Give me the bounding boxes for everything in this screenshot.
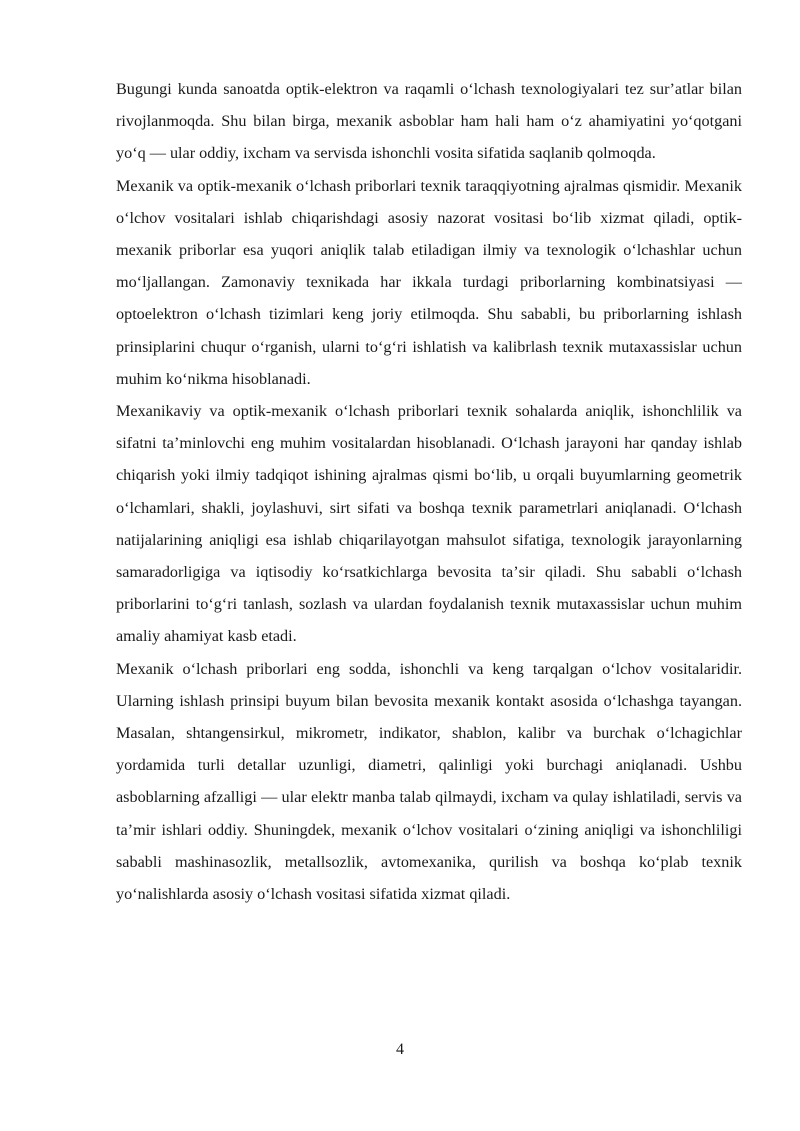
paragraph-3: Mexanikaviy va optik-mexanik oʻlchash priborlari texnik sohalarda aniqlik, ishonchlilik va sifatni taʼminlovchi eng muhim vositalardan hisoblanadi. Oʻlchash jarayoni har qanday ishlab chiqarish yoki ilmiy tadqiqot ishining ajralmas qismi boʻlib, u orqali buyumlarning geometrik oʻlchamlari, shakli, joylashuvi, sirt sifati va boshqa texnik parametrlari aniqlanadi. Oʻlchash natijalarining aniqligi esa ishlab chiqarilayotgan mahsulot sifatiga, texnologik jarayonlarning samaradorligiga va iqtisodiy koʻrsatkichlarga bevosita taʼsir qiladi. Shu sababli oʻlchash priborlarini toʻgʻri tanlash, sozlash va ulardan foydalanish texnik mutaxassislar uchun muhim amaliy ahamiyat kasb etadi.: [116, 402, 742, 646]
body-text: [116, 73, 742, 910]
paragraph-4: Mexanik oʻlchash priborlari eng sodda, ishonchli va keng tarqalgan oʻlchov vositalaridir. Ularning ishlash prinsipi buyum bilan bevosita mexanik kontakt asosida oʻlchashga tayangan. Masalan, shtangensirkul, mikrometr, indikator, shablon, kalibr va burchak oʻlchagichlar yordamida turli detallar uzunligi, diametri, qalinligi yoki burchagi aniqlanadi. Ushbu asboblarning afzalligi — ular elektr manba talab qilmaydi, ixcham va qulay ishlatiladi, servis va taʼmir ishlari oddiy. Shuningdek, mexanik oʻlchov vositalari oʻzining aniqligi va ishonchliligi sababli mashinasozlik, metallsozlik, avtomexanika, qurilish va boshqa koʻplab texnik yoʻnalishlarda asosiy oʻlchash vositasi sifatida xizmat qiladi.: [116, 659, 742, 904]
paragraph-2: Mexanik va optik-mexanik oʻlchash priborlari texnik taraqqiyotning ajralmas qismidir. Mexanik oʻlchov vositalari ishlab chiqarishdagi asosiy nazorat vositasi boʻlib xizmat qiladi, optik-mexanik priborlar esa yuqori aniqlik talab etiladigan ilmiy va texnologik oʻlchashlar uchun moʻljallangan. Zamonaviy texnikada har ikkala turdagi priborlarning kombinatsiyasi — optoelektron oʻlchash tizimlari keng joriy etilmoqda. Shu sababli, bu priborlarning ishlash prinsiplarini chuqur oʻrganish, ularni toʻgʻri ishlatish va kalibrlash texnik mutaxassislar uchun muhim koʻnikma hisoblanadi.: [116, 176, 742, 388]
paragraph-1: Bugungi kunda sanoatda optik-elektron va raqamli oʻlchash texnologiyalari tez surʼatlar bilan rivojlanmoqda. Shu bilan birga, mexanik asboblar ham hali ham oʻz ahamiyatini yoʻqotgani yoʻq — ular oddiy, ixcham va servisda ishonchli vosita sifatida saqlanib qolmoqda.: [116, 80, 742, 163]
page-number: 4: [396, 1041, 404, 1058]
